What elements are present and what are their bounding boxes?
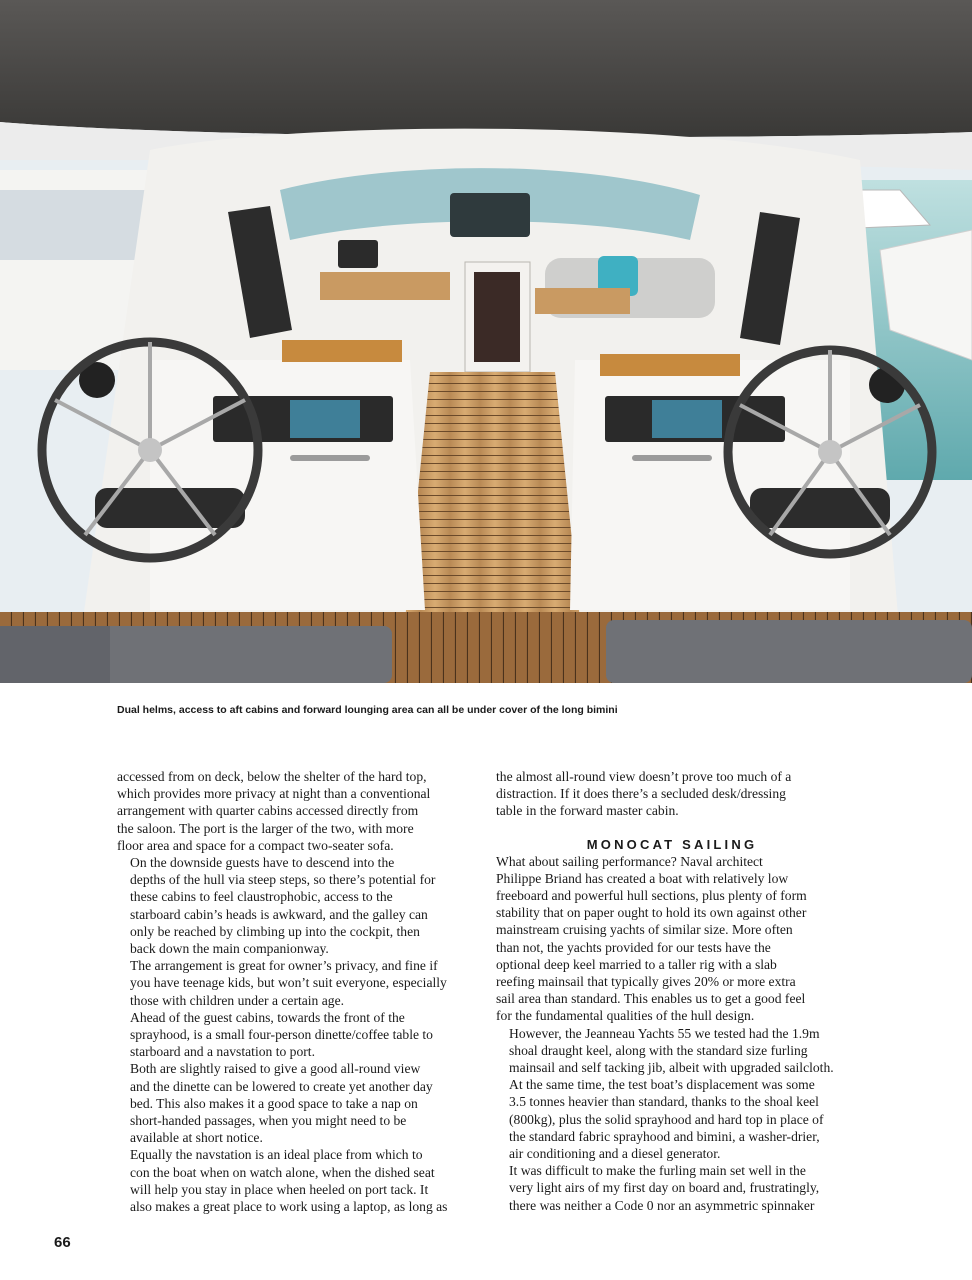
text-line: stability that on paper ought to hold its own against other — [496, 905, 807, 921]
text-line: mainstream cruising yachts of similar size. More often — [496, 922, 793, 938]
text-line: On the downside guests have to descend into the — [130, 855, 395, 871]
paragraph — [496, 853, 848, 1025]
text-line: At the same time, the test boat’s displacement was some — [509, 1077, 815, 1093]
text-line: Ahead of the guest cabins, towards the front of the — [130, 1009, 405, 1025]
text-line: It was difficult to make the furling main set well in the — [509, 1163, 806, 1179]
text-line: floor area and space for a compact two-seater sofa. — [117, 837, 394, 853]
text-line: freeboard and powerful hull sections, plus plenty of form — [496, 888, 807, 904]
text-line: mainsail and self tacking jib, albeit with upgraded sailcloth. — [509, 1060, 834, 1076]
text-line: (800kg), plus the solid sprayhood and hard top in place of — [509, 1111, 824, 1127]
text-line: Equally the navstation is an ideal place from which to — [130, 1147, 423, 1163]
text-line: What about sailing performance? Naval architect — [496, 853, 763, 869]
paragraph — [117, 768, 469, 854]
text-line: only be reached by climbing up into the cockpit, then — [130, 923, 420, 939]
text-line: starboard and a navstation to port. — [130, 1044, 315, 1060]
text-line: than not, the yachts provided for our tests have the — [496, 939, 771, 955]
text-line: arrangement with quarter cabins accessed directly from — [117, 803, 419, 819]
paragraph — [117, 1009, 469, 1061]
text-line: Both are slightly raised to give a good all-round view — [130, 1061, 421, 1077]
photo-caption: Dual helms, access to aft cabins and forward lounging area can all be under cover of the long bimini — [117, 704, 618, 716]
text-line: air conditioning and a diesel generator. — [509, 1146, 721, 1162]
text-line: However, the Jeanneau Yachts 55 we tested had the 1.9m — [509, 1025, 820, 1041]
paragraph — [496, 768, 848, 820]
text-line: also makes a great place to work using a laptop, as long as — [130, 1199, 448, 1215]
paragraph — [117, 854, 469, 957]
text-line: sprayhood, is a small four-person dinette/coffee table to — [130, 1027, 433, 1043]
text-line: there was neither a Code 0 nor an asymmetric spinnaker — [509, 1197, 815, 1213]
text-line: very light airs of my first day on board and, frustratingly, — [509, 1180, 820, 1196]
text-line: for the fundamental qualities of the hull design. — [496, 1008, 755, 1024]
text-line: reefing mainsail that typically gives 20% or more extra — [496, 974, 796, 990]
text-line: depths of the hull via steep steps, so there’s potential for — [130, 872, 436, 888]
text-line: The arrangement is great for owner’s privacy, and fine if — [130, 958, 438, 974]
text-line: starboard cabin’s heads is awkward, and the galley can — [130, 906, 428, 922]
paragraph — [496, 1076, 848, 1162]
text-line: con the boat when on watch alone, when the dished seat — [130, 1164, 435, 1180]
text-line: optional deep keel married to a taller rig with a slab — [496, 956, 777, 972]
text-line: table in the forward master cabin. — [496, 803, 679, 819]
paragraph — [117, 957, 469, 1009]
text-line: these cabins to feel claustrophobic, access to the — [130, 889, 393, 905]
text-line: which provides more privacy at night than a conventional — [117, 786, 431, 802]
paragraph — [117, 1060, 469, 1146]
text-line: back down the main companionway. — [130, 941, 329, 957]
paragraph — [496, 1162, 848, 1214]
text-line: those with children under a certain age. — [130, 992, 345, 1008]
text-line: will help you stay in place when heeled on port tack. It — [130, 1181, 429, 1197]
text-line: the standard fabric sprayhood and bimini, a washer-drier, — [509, 1128, 820, 1144]
text-line: accessed from on deck, below the shelter of the hard top, — [117, 769, 427, 784]
text-line: sail area than standard. This enables us to get a good feel — [496, 991, 806, 1007]
text-line: shoal draught keel, along with the standard size furling — [509, 1042, 808, 1058]
text-line: 3.5 tonnes heavier than standard, thanks to the shoal keel — [509, 1094, 819, 1110]
text-line: you have teenage kids, but won’t suit everyone, especially — [130, 975, 447, 991]
left-column — [117, 768, 469, 1215]
text-line: available at short notice. — [130, 1130, 263, 1146]
right-column — [496, 768, 848, 1214]
text-line: the saloon. The port is the larger of the two, with more — [117, 820, 414, 836]
text-line: short-handed passages, when you might need to be — [130, 1113, 407, 1129]
paragraph — [117, 1146, 469, 1215]
text-line: Philippe Briand has created a boat with relatively low — [496, 870, 789, 886]
text-line: bed. This also makes it a good space to take a nap on — [130, 1095, 418, 1111]
text-line: the almost all-round view doesn’t prove too much of a — [496, 769, 792, 784]
paragraph — [496, 1025, 848, 1077]
section-heading: MONOCAT SAILING — [586, 836, 758, 852]
text-line: distraction. If it does there’s a secluded desk/dressing — [496, 786, 786, 802]
page-number: 66 — [54, 1234, 71, 1251]
text-line: and the dinette can be lowered to create yet another day — [130, 1078, 433, 1094]
